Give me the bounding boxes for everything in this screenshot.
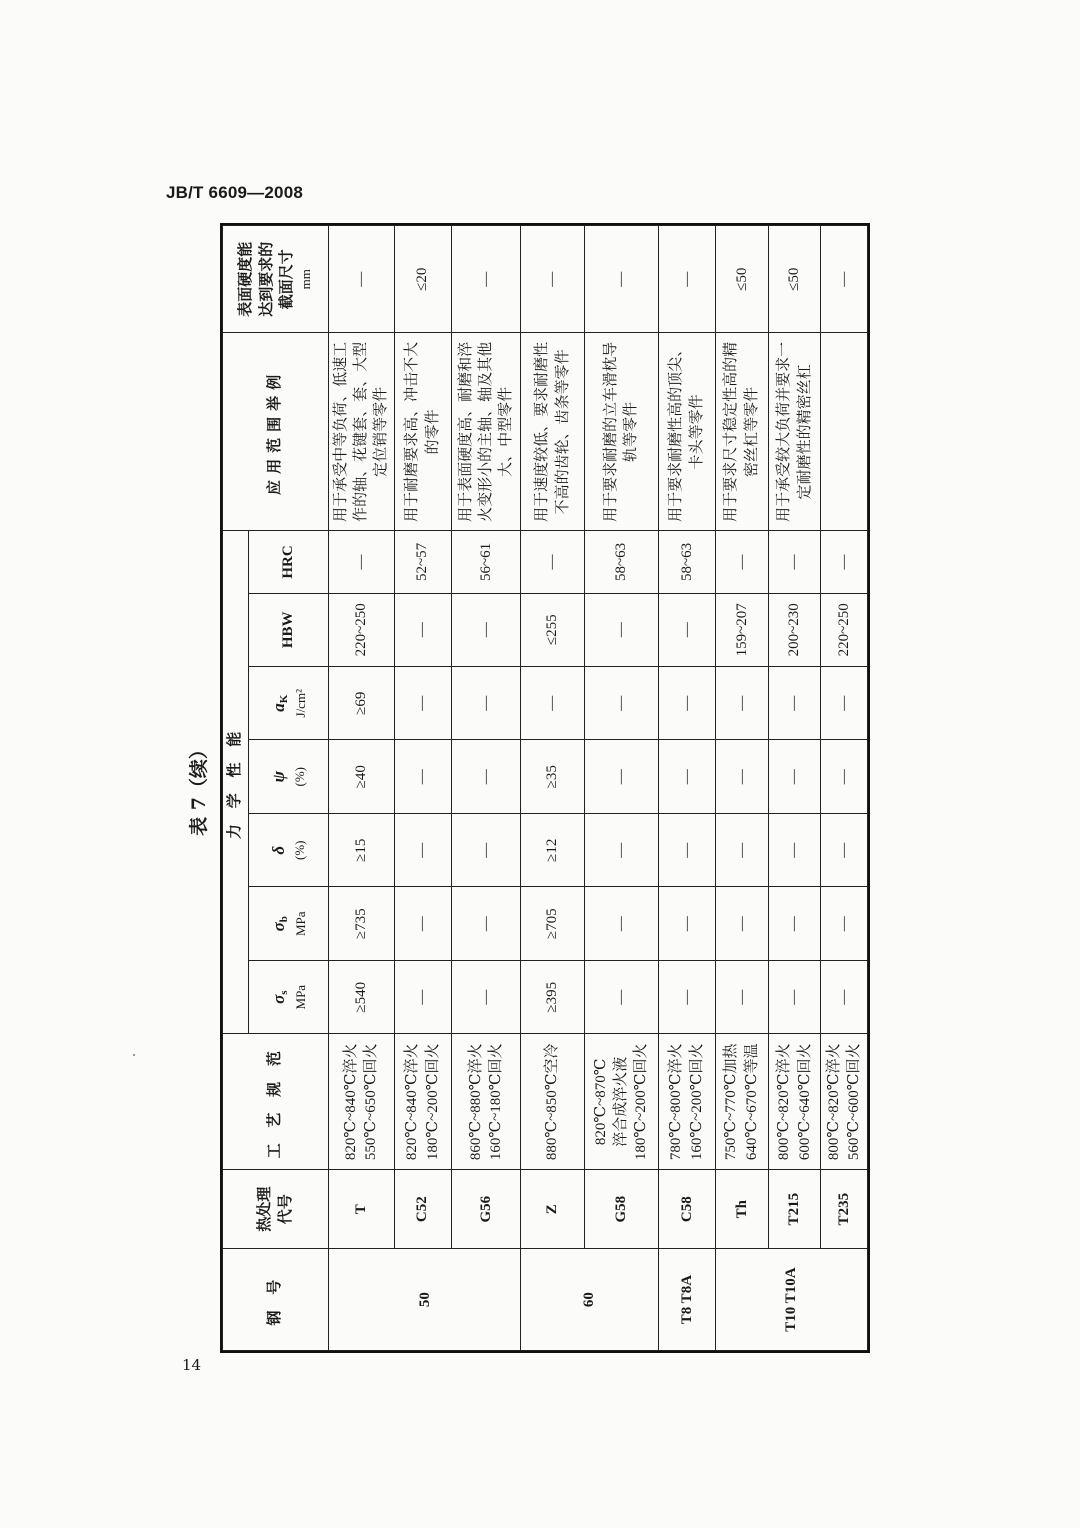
section-size-cell: ≤20 — [394, 226, 451, 334]
treatment-code-cell: T235 — [821, 1170, 868, 1249]
process-line: 640℃~670℃等温 — [743, 1043, 760, 1161]
sigma-b-cell: ≥735 — [329, 887, 395, 960]
hrc-cell: — — [521, 531, 584, 593]
sigma-s-cell: — — [584, 960, 658, 1033]
process-line: 180℃~200℃回火 — [424, 1043, 441, 1161]
sigma-b-cell: ≥705 — [521, 887, 584, 960]
sigma-b-unit: MPa — [292, 911, 308, 936]
hbw-cell: — — [394, 593, 451, 666]
header-code-line2: 代号 — [277, 1194, 294, 1225]
delta-unit: (%) — [292, 840, 308, 860]
ak-cell: — — [658, 667, 715, 740]
header-process: 工 艺 规 范 — [223, 1034, 329, 1170]
ak-sub: K — [277, 694, 290, 704]
hbw-cell: 220~250 — [329, 593, 395, 666]
header-section-unit: mm — [298, 269, 314, 290]
sigma-s-cell: — — [715, 960, 768, 1033]
steel-grade-cell: 50 — [329, 1249, 521, 1351]
process-line: 860℃~880℃淬火 — [467, 1043, 484, 1161]
sigma-b-cell: — — [658, 887, 715, 960]
process-line: 780℃~800℃淬火 — [668, 1043, 685, 1161]
delta-symbol: δ — [269, 845, 289, 855]
standard-code: JB/T 6609—2008 — [166, 183, 303, 202]
delta-cell: — — [658, 813, 715, 886]
sigma-s-cell: ≥395 — [521, 960, 584, 1033]
process-line: 820℃~870℃ — [592, 1058, 609, 1146]
sigma-s-cell: — — [768, 960, 821, 1033]
process-line: 560℃~600℃回火 — [846, 1043, 863, 1161]
delta-cell: — — [451, 813, 521, 886]
process-cell — [521, 1034, 584, 1170]
sigma-b-cell: — — [768, 887, 821, 960]
header-section-size — [223, 226, 329, 334]
table-row — [329, 226, 395, 1351]
sigma-s-cell: — — [394, 960, 451, 1033]
psi-symbol: ψ — [269, 771, 289, 783]
sigma-b-symbol: σ — [268, 922, 288, 932]
table-body — [329, 226, 868, 1351]
header-steel: 钢 号 — [223, 1249, 329, 1351]
treatment-code-cell: C52 — [394, 1170, 451, 1249]
process-line: 550℃~650℃回火 — [363, 1043, 380, 1161]
header-mechanical-properties: 力 学 性 能 — [223, 531, 249, 1034]
treatment-code-cell: G56 — [451, 1170, 521, 1249]
process-line: 160℃~200℃回火 — [688, 1043, 705, 1161]
process-cell — [584, 1034, 658, 1170]
delta-cell: — — [768, 813, 821, 886]
section-size-cell: — — [329, 226, 395, 334]
sigma-s-cell: — — [821, 960, 868, 1033]
section-size-cell: — — [521, 226, 584, 334]
header-section-line2: 达到要求的 — [258, 241, 275, 317]
process-cell — [451, 1034, 521, 1170]
heat-treatment-table — [222, 225, 868, 1351]
process-cell — [394, 1034, 451, 1170]
steel-grade-cell: 60 — [521, 1249, 658, 1351]
table-row — [521, 226, 584, 1351]
sigma-s-cell: — — [451, 960, 521, 1033]
table-row — [715, 226, 768, 1351]
sigma-b-cell: — — [451, 887, 521, 960]
ak-cell: — — [821, 667, 868, 740]
hrc-cell: — — [329, 531, 395, 593]
sigma-b-cell: — — [394, 887, 451, 960]
treatment-code-cell: T — [329, 1170, 395, 1249]
table-row — [821, 226, 868, 1351]
psi-cell: — — [584, 740, 658, 813]
psi-unit: (%) — [292, 767, 308, 787]
treatment-code-cell: C58 — [658, 1170, 715, 1249]
process-line: 880℃~850℃空冷 — [544, 1043, 561, 1161]
section-size-cell: — — [821, 226, 868, 334]
hbw-cell: 200~230 — [768, 593, 821, 666]
psi-cell: — — [394, 740, 451, 813]
table-frame — [220, 223, 870, 1353]
process-line: 820℃~840℃淬火 — [404, 1043, 421, 1161]
treatment-code-cell: Z — [521, 1170, 584, 1249]
sigma-s-symbol: σ — [268, 994, 288, 1004]
table-row — [451, 226, 521, 1351]
header-code — [223, 1170, 329, 1249]
delta-cell: ≥15 — [329, 813, 395, 886]
sigma-b-sub: b — [277, 916, 290, 923]
header-application: 应用范围举例 — [223, 333, 329, 531]
header-hbw: HBW — [249, 593, 329, 666]
table-row — [394, 226, 451, 1351]
process-line: 750℃~770℃加热 — [723, 1043, 740, 1161]
process-line: 淬合成淬火液 — [613, 1056, 630, 1147]
scan-speck — [133, 1054, 135, 1056]
ak-cell: — — [451, 667, 521, 740]
header-tensile-strength — [249, 887, 329, 960]
application-cell: 用于耐磨要求高、冲击不大的零件 — [394, 333, 451, 531]
header-section-line1: 表面硬度能 — [238, 241, 255, 317]
psi-cell: — — [768, 740, 821, 813]
header-hrc: HRC — [249, 531, 329, 593]
hbw-cell: — — [584, 593, 658, 666]
rotated-table-block — [180, 223, 900, 1353]
section-size-cell: — — [584, 226, 658, 334]
section-size-cell: — — [658, 226, 715, 334]
process-cell — [768, 1034, 821, 1170]
psi-cell: — — [658, 740, 715, 813]
delta-cell: — — [715, 813, 768, 886]
psi-cell: ≥35 — [521, 740, 584, 813]
process-line: 820℃~840℃淬火 — [343, 1043, 359, 1161]
treatment-code-cell: T215 — [768, 1170, 821, 1249]
delta-cell: — — [821, 813, 868, 886]
header-impact-toughness — [249, 667, 329, 740]
ak-cell: — — [768, 667, 821, 740]
hbw-cell: 220~250 — [821, 593, 868, 666]
process-line: 160℃~180℃回火 — [487, 1043, 504, 1161]
ak-cell: — — [394, 667, 451, 740]
sigma-b-cell: — — [715, 887, 768, 960]
psi-cell: — — [451, 740, 521, 813]
application-cell: 用于速度较低、要求耐磨性不高的齿轮、齿条等零件 — [521, 333, 584, 531]
process-cell — [821, 1034, 868, 1170]
table-row — [768, 226, 821, 1351]
header-reduction-area — [249, 740, 329, 813]
delta-cell: ≥12 — [521, 813, 584, 886]
header-elongation — [249, 813, 329, 886]
header-section-line3: 截面尺寸 — [278, 249, 295, 310]
header-code-line1: 热处理 — [257, 1186, 274, 1232]
sigma-s-cell: ≥540 — [329, 960, 395, 1033]
hrc-cell: 58~63 — [584, 531, 658, 593]
application-cell: 用于要求尺寸稳定性高的精密丝杠等零件 — [715, 333, 768, 531]
hrc-cell: 58~63 — [658, 531, 715, 593]
hrc-cell: — — [821, 531, 868, 593]
psi-cell: — — [821, 740, 868, 813]
process-cell — [658, 1034, 715, 1170]
psi-cell: — — [715, 740, 768, 813]
process-line: 800℃~820℃淬火 — [825, 1043, 842, 1161]
ak-symbol: a — [268, 703, 288, 712]
ak-cell: — — [715, 667, 768, 740]
page-number: 14 — [182, 1356, 202, 1374]
process-cell — [329, 1034, 395, 1170]
delta-cell: — — [394, 813, 451, 886]
hbw-cell: 159~207 — [715, 593, 768, 666]
ak-cell: — — [584, 667, 658, 740]
application-cell — [821, 333, 868, 531]
process-line: 180℃~200℃回火 — [633, 1043, 650, 1161]
application-cell: 用于要求耐磨性高的顶尖、卡头等零件 — [658, 333, 715, 531]
sigma-s-unit: MPa — [292, 984, 308, 1010]
sigma-s-sub: s — [277, 990, 290, 995]
process-line: 800℃~820℃淬火 — [776, 1043, 793, 1161]
psi-cell: ≥40 — [329, 740, 395, 813]
ak-unit: J/cm² — [292, 689, 308, 718]
application-cell: 用于要求耐磨的立车滑枕导轨等零件 — [584, 333, 658, 531]
hrc-cell: 52~57 — [394, 531, 451, 593]
hrc-cell: — — [715, 531, 768, 593]
hbw-cell: — — [658, 593, 715, 666]
application-cell: 用于承受中等负荷、低速工作的轴、花键套、套、大型定位销等零件 — [329, 333, 395, 531]
treatment-code-cell: G58 — [584, 1170, 658, 1249]
sigma-b-cell: — — [584, 887, 658, 960]
section-size-cell: — — [451, 226, 521, 334]
table-row — [584, 226, 658, 1351]
process-cell — [715, 1034, 768, 1170]
sigma-b-cell: — — [821, 887, 868, 960]
table-caption: 表 7（续） — [188, 740, 210, 836]
steel-grade-cell: T8 T8A — [658, 1249, 715, 1351]
delta-cell: — — [584, 813, 658, 886]
steel-grade-cell: T10 T10A — [715, 1249, 867, 1351]
process-line: 600℃~640℃回火 — [796, 1043, 813, 1161]
hrc-cell: 56~61 — [451, 531, 521, 593]
section-size-cell: ≤50 — [768, 226, 821, 334]
header-yield-strength — [249, 960, 329, 1033]
ak-cell: — — [521, 667, 584, 740]
hrc-cell: — — [768, 531, 821, 593]
hbw-cell: — — [451, 593, 521, 666]
treatment-code-cell: Th — [715, 1170, 768, 1249]
table-row — [658, 226, 715, 1351]
sigma-s-cell: — — [658, 960, 715, 1033]
application-cell: 用于承受较大负荷并要求一定耐磨性的精密丝杠 — [768, 333, 821, 531]
section-size-cell: ≤50 — [715, 226, 768, 334]
ak-cell: ≥69 — [329, 667, 395, 740]
application-cell: 用于表面硬度高、耐磨和淬火变形小的主轴、轴及其他大、中型零件 — [451, 333, 521, 531]
hbw-cell: ≤255 — [521, 593, 584, 666]
